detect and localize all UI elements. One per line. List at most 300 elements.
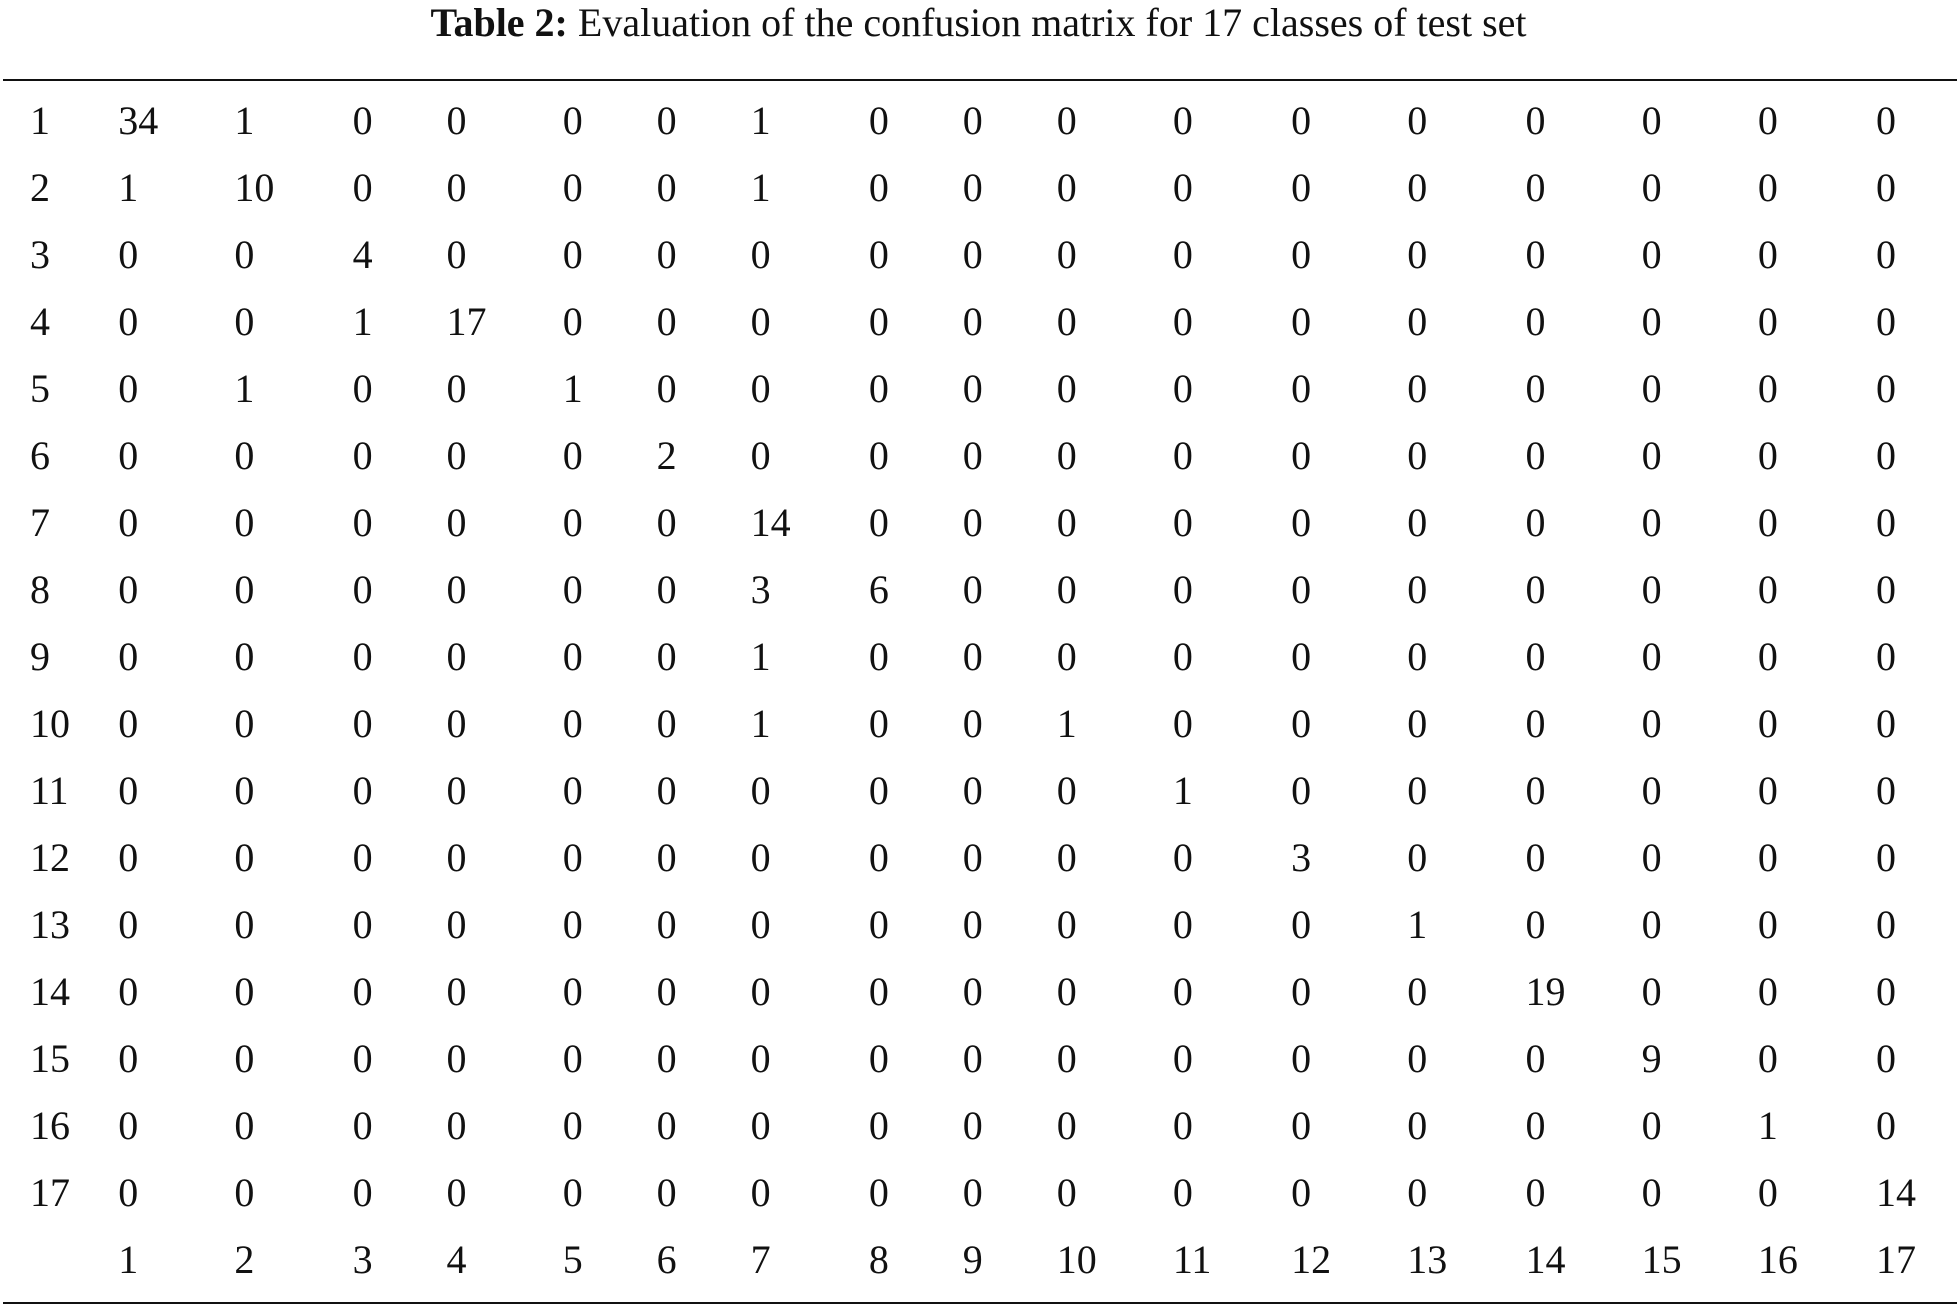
column-label: 6: [656, 1237, 677, 1282]
matrix-cell: 0: [234, 500, 255, 545]
matrix-cell: 0: [1757, 902, 1778, 947]
matrix-cell: 0: [868, 1036, 889, 1081]
matrix-cell: 0: [750, 1036, 771, 1081]
column-label: 13: [1407, 1237, 1448, 1282]
matrix-cell: 0: [1172, 701, 1193, 746]
column-label-row: [0, 1226, 1957, 1293]
matrix-cell: 0: [352, 366, 373, 411]
matrix-cell: 0: [562, 500, 583, 545]
matrix-cell: 0: [1056, 567, 1077, 612]
matrix-cell: 0: [446, 1036, 467, 1081]
matrix-cell: 0: [1291, 98, 1312, 143]
matrix-cell: 0: [962, 567, 983, 612]
matrix-cell: 0: [1757, 969, 1778, 1014]
matrix-cell: 0: [446, 433, 467, 478]
matrix-cell: 0: [352, 567, 373, 612]
matrix-cell: 0: [1407, 1036, 1428, 1081]
matrix-cell: 0: [962, 768, 983, 813]
matrix-cell: 0: [1876, 835, 1897, 880]
matrix-cell: 0: [868, 98, 889, 143]
table-caption-text: Evaluation of the confusion matrix for 17 classes of test set: [577, 0, 1527, 45]
matrix-cell: 0: [1876, 1103, 1897, 1148]
matrix-cell: 0: [1757, 835, 1778, 880]
matrix-cell: 0: [1172, 969, 1193, 1014]
matrix-cell: 0: [1641, 768, 1662, 813]
matrix-cell: 0: [1757, 433, 1778, 478]
matrix-cell: 0: [1757, 232, 1778, 277]
matrix-cell: 0: [1876, 500, 1897, 545]
matrix-cell: 0: [1876, 1036, 1897, 1081]
matrix-cell: 0: [562, 768, 583, 813]
matrix-cell: 0: [1056, 1036, 1077, 1081]
matrix-cell: 1: [1172, 768, 1193, 813]
matrix-cell: 0: [1641, 98, 1662, 143]
matrix-cell: 0: [1407, 969, 1428, 1014]
matrix-cell: 0: [1757, 299, 1778, 344]
matrix-cell: 3: [750, 567, 771, 612]
matrix-cell: 0: [1056, 232, 1077, 277]
matrix-cell: 0: [562, 1103, 583, 1148]
matrix-cell: 0: [656, 1036, 677, 1081]
matrix-cell: 0: [1876, 433, 1897, 478]
matrix-cell: 0: [1641, 1103, 1662, 1148]
matrix-row: [0, 1025, 1957, 1092]
confusion-matrix-table: [0, 87, 1957, 1293]
table-caption-label: Table 2:: [430, 0, 568, 45]
matrix-row: [0, 355, 1957, 422]
column-label: 12: [1291, 1237, 1332, 1282]
matrix-cell: 0: [118, 500, 139, 545]
matrix-cell: 0: [1525, 902, 1546, 947]
matrix-cell: 0: [1291, 969, 1312, 1014]
matrix-cell: 0: [750, 232, 771, 277]
matrix-cell: 0: [1407, 634, 1428, 679]
matrix-cell: 0: [1056, 1170, 1077, 1215]
matrix-cell: 0: [1291, 902, 1312, 947]
matrix-cell: 0: [1641, 969, 1662, 1014]
matrix-cell: 0: [118, 366, 139, 411]
matrix-cell: 0: [1876, 98, 1897, 143]
matrix-cell: 0: [656, 902, 677, 947]
column-label: 11: [1172, 1237, 1212, 1282]
matrix-cell: 0: [962, 299, 983, 344]
matrix-cell: 0: [1641, 500, 1662, 545]
matrix-cell: 0: [562, 98, 583, 143]
matrix-cell: 0: [868, 768, 889, 813]
matrix-cell: 0: [1056, 165, 1077, 210]
matrix-cell: 0: [446, 969, 467, 1014]
matrix-cell: 0: [446, 902, 467, 947]
row-label: 15: [30, 1036, 70, 1081]
matrix-row: [0, 958, 1957, 1025]
matrix-cell: 0: [1172, 433, 1193, 478]
column-label: 9: [962, 1237, 983, 1282]
matrix-cell: 0: [562, 701, 583, 746]
column-label: 5: [562, 1237, 583, 1282]
matrix-cell: 0: [1757, 1036, 1778, 1081]
matrix-cell: 1: [1407, 902, 1428, 947]
matrix-cell: 0: [1172, 835, 1193, 880]
matrix-cell: 0: [962, 232, 983, 277]
matrix-cell: 0: [1291, 366, 1312, 411]
matrix-row: [0, 154, 1957, 221]
matrix-cell: 0: [234, 232, 255, 277]
matrix-cell: 0: [962, 1103, 983, 1148]
matrix-cell: 0: [1407, 98, 1428, 143]
matrix-cell: 0: [656, 500, 677, 545]
row-label: 5: [30, 366, 50, 411]
row-label: 10: [30, 701, 70, 746]
matrix-cell: 0: [1876, 165, 1897, 210]
matrix-cell: 0: [234, 1170, 255, 1215]
matrix-cell: 0: [234, 701, 255, 746]
matrix-cell: 0: [1056, 768, 1077, 813]
matrix-cell: 0: [1172, 1170, 1193, 1215]
matrix-cell: 0: [1291, 433, 1312, 478]
matrix-cell: 0: [1641, 299, 1662, 344]
matrix-cell: 0: [1641, 567, 1662, 612]
matrix-cell: 0: [562, 1036, 583, 1081]
matrix-row: [0, 221, 1957, 288]
column-label: 8: [868, 1237, 889, 1282]
matrix-cell: 3: [1291, 835, 1312, 880]
matrix-cell: 0: [1291, 165, 1312, 210]
matrix-cell: 1: [750, 701, 771, 746]
matrix-cell: 0: [868, 366, 889, 411]
matrix-cell: 1: [118, 165, 139, 210]
matrix-cell: 0: [1291, 634, 1312, 679]
matrix-cell: 0: [1525, 701, 1546, 746]
matrix-cell: 0: [868, 299, 889, 344]
matrix-cell: 0: [1525, 634, 1546, 679]
matrix-cell: 0: [868, 1103, 889, 1148]
matrix-cell: 0: [868, 902, 889, 947]
matrix-cell: 0: [446, 1103, 467, 1148]
matrix-cell: 0: [750, 969, 771, 1014]
matrix-cell: 0: [1525, 1170, 1546, 1215]
matrix-row: [0, 489, 1957, 556]
matrix-cell: 0: [1172, 567, 1193, 612]
column-label: 16: [1757, 1237, 1798, 1282]
matrix-cell: 0: [1407, 835, 1428, 880]
matrix-cell: 0: [1641, 232, 1662, 277]
matrix-cell: 6: [868, 567, 889, 612]
matrix-cell: 0: [962, 1170, 983, 1215]
matrix-cell: 0: [234, 902, 255, 947]
matrix-cell: 0: [1641, 634, 1662, 679]
matrix-cell: 0: [1757, 567, 1778, 612]
matrix-cell: 0: [656, 165, 677, 210]
matrix-cell: 14: [1876, 1170, 1917, 1215]
matrix-cell: 0: [1407, 1103, 1428, 1148]
matrix-cell: 0: [962, 902, 983, 947]
matrix-cell: 0: [962, 969, 983, 1014]
matrix-cell: 0: [750, 768, 771, 813]
matrix-cell: 0: [1056, 299, 1077, 344]
matrix-cell: 0: [962, 1036, 983, 1081]
matrix-cell: 0: [962, 500, 983, 545]
matrix-cell: 0: [562, 433, 583, 478]
matrix-cell: 0: [1876, 567, 1897, 612]
matrix-cell: 0: [1525, 433, 1546, 478]
row-label: 1: [30, 98, 50, 143]
matrix-cell: 0: [750, 1103, 771, 1148]
matrix-row: [0, 1159, 1957, 1226]
matrix-cell: 4: [352, 232, 373, 277]
matrix-cell: 0: [1172, 366, 1193, 411]
matrix-cell: 0: [118, 768, 139, 813]
matrix-row: [0, 87, 1957, 154]
matrix-cell: 0: [562, 567, 583, 612]
matrix-cell: 0: [1407, 299, 1428, 344]
matrix-cell: 0: [1757, 1170, 1778, 1215]
matrix-cell: 0: [1172, 1036, 1193, 1081]
matrix-cell: 0: [1641, 1170, 1662, 1215]
matrix-cell: 0: [656, 634, 677, 679]
matrix-cell: 0: [234, 634, 255, 679]
matrix-cell: 0: [656, 366, 677, 411]
matrix-cell: 0: [656, 1170, 677, 1215]
matrix-cell: 0: [868, 232, 889, 277]
matrix-cell: 0: [1056, 634, 1077, 679]
row-label: 11: [30, 768, 69, 813]
matrix-cell: 0: [446, 232, 467, 277]
matrix-cell: 0: [118, 567, 139, 612]
matrix-cell: 0: [446, 165, 467, 210]
matrix-cell: 0: [750, 366, 771, 411]
corner-cell: [0, 1226, 118, 1293]
matrix-cell: 0: [562, 299, 583, 344]
column-label: 15: [1641, 1237, 1682, 1282]
row-label: 16: [30, 1103, 70, 1148]
matrix-cell: 0: [1641, 433, 1662, 478]
matrix-cell: 1: [750, 165, 771, 210]
column-label: 2: [234, 1237, 255, 1282]
matrix-cell: 0: [446, 500, 467, 545]
matrix-cell: 0: [1757, 634, 1778, 679]
row-label: 2: [30, 165, 50, 210]
matrix-cell: 1: [1056, 701, 1077, 746]
matrix-cell: 0: [1641, 835, 1662, 880]
matrix-cell: 0: [234, 768, 255, 813]
matrix-cell: 0: [446, 567, 467, 612]
matrix-cell: 0: [1757, 500, 1778, 545]
matrix-cell: 0: [234, 1103, 255, 1148]
matrix-cell: 0: [118, 701, 139, 746]
matrix-cell: 0: [750, 1170, 771, 1215]
matrix-cell: 0: [1172, 634, 1193, 679]
matrix-cell: 0: [234, 299, 255, 344]
matrix-cell: 0: [118, 1036, 139, 1081]
column-label: 10: [1056, 1237, 1097, 1282]
matrix-cell: 0: [562, 1170, 583, 1215]
matrix-cell: 34: [118, 98, 159, 143]
matrix-cell: 0: [352, 433, 373, 478]
matrix-cell: 0: [962, 433, 983, 478]
matrix-cell: 0: [1525, 1036, 1546, 1081]
matrix-cell: 0: [1876, 299, 1897, 344]
matrix-cell: 0: [868, 835, 889, 880]
matrix-cell: 0: [656, 567, 677, 612]
matrix-cell: 0: [868, 500, 889, 545]
column-label: 1: [118, 1237, 139, 1282]
matrix-cell: 0: [1291, 701, 1312, 746]
matrix-cell: 0: [1876, 969, 1897, 1014]
row-label: 17: [30, 1170, 70, 1215]
matrix-cell: 0: [1525, 98, 1546, 143]
matrix-cell: 0: [234, 567, 255, 612]
matrix-cell: 0: [352, 1170, 373, 1215]
matrix-cell: 0: [1291, 1103, 1312, 1148]
matrix-cell: 0: [1291, 1036, 1312, 1081]
matrix-cell: 0: [446, 98, 467, 143]
matrix-cell: 0: [352, 701, 373, 746]
matrix-cell: 0: [118, 902, 139, 947]
row-label: 13: [30, 902, 70, 947]
matrix-cell: 0: [1641, 902, 1662, 947]
matrix-cell: 0: [1407, 701, 1428, 746]
matrix-row: [0, 757, 1957, 824]
matrix-cell: 1: [750, 634, 771, 679]
matrix-cell: 0: [352, 165, 373, 210]
matrix-cell: 0: [1056, 902, 1077, 947]
matrix-cell: 0: [118, 835, 139, 880]
matrix-cell: 0: [962, 98, 983, 143]
matrix-cell: 19: [1525, 969, 1566, 1014]
matrix-cell: 0: [1641, 701, 1662, 746]
matrix-cell: 0: [1407, 165, 1428, 210]
row-label: 12: [30, 835, 70, 880]
matrix-row: [0, 288, 1957, 355]
matrix-cell: 0: [118, 1103, 139, 1148]
matrix-cell: 0: [962, 835, 983, 880]
matrix-cell: 0: [1407, 500, 1428, 545]
matrix-cell: 0: [1876, 701, 1897, 746]
matrix-cell: 0: [1876, 902, 1897, 947]
row-label: 7: [30, 500, 50, 545]
matrix-cell: 0: [656, 98, 677, 143]
matrix-cell: 0: [446, 835, 467, 880]
table-caption: [0, 0, 1957, 46]
matrix-cell: 1: [750, 98, 771, 143]
matrix-cell: 0: [1757, 701, 1778, 746]
matrix-cell: 0: [562, 165, 583, 210]
matrix-cell: 0: [1641, 165, 1662, 210]
matrix-cell: 0: [1291, 500, 1312, 545]
matrix-cell: 0: [234, 969, 255, 1014]
matrix-cell: 0: [562, 232, 583, 277]
matrix-cell: 0: [1876, 768, 1897, 813]
matrix-cell: 0: [1525, 366, 1546, 411]
matrix-row: [0, 690, 1957, 757]
matrix-cell: 2: [656, 433, 677, 478]
matrix-cell: 0: [656, 701, 677, 746]
matrix-cell: 0: [1056, 835, 1077, 880]
row-label: 14: [30, 969, 70, 1014]
matrix-cell: 0: [1525, 299, 1546, 344]
matrix-cell: 0: [1172, 232, 1193, 277]
matrix-cell: 1: [352, 299, 373, 344]
row-label: 8: [30, 567, 50, 612]
matrix-cell: 0: [352, 98, 373, 143]
column-label: 7: [750, 1237, 771, 1282]
matrix-cell: 0: [1757, 366, 1778, 411]
matrix-cell: 0: [352, 902, 373, 947]
matrix-cell: 0: [1525, 500, 1546, 545]
matrix-cell: 0: [1525, 835, 1546, 880]
matrix-cell: 0: [1056, 366, 1077, 411]
matrix-cell: 0: [1291, 232, 1312, 277]
matrix-cell: 0: [352, 1103, 373, 1148]
matrix-cell: 0: [1291, 768, 1312, 813]
matrix-cell: 1: [1757, 1103, 1778, 1148]
matrix-cell: 0: [1172, 165, 1193, 210]
matrix-cell: 0: [656, 969, 677, 1014]
matrix-cell: 0: [562, 634, 583, 679]
row-label: 9: [30, 634, 50, 679]
matrix-cell: 0: [868, 969, 889, 1014]
matrix-cell: 0: [1525, 165, 1546, 210]
matrix-cell: 0: [1407, 232, 1428, 277]
matrix-cell: 0: [1056, 500, 1077, 545]
row-label: 3: [30, 232, 50, 277]
matrix-cell: 0: [962, 634, 983, 679]
matrix-cell: 0: [118, 1170, 139, 1215]
matrix-cell: 0: [1291, 567, 1312, 612]
matrix-cell: 0: [1407, 366, 1428, 411]
matrix-cell: 0: [1172, 98, 1193, 143]
matrix-cell: 0: [656, 768, 677, 813]
matrix-cell: 0: [562, 969, 583, 1014]
matrix-cell: 0: [962, 701, 983, 746]
matrix-cell: 0: [1291, 299, 1312, 344]
matrix-cell: 0: [1757, 165, 1778, 210]
matrix-cell: 14: [750, 500, 791, 545]
matrix-cell: 0: [1407, 768, 1428, 813]
matrix-cell: 0: [656, 1103, 677, 1148]
matrix-cell: 0: [868, 433, 889, 478]
matrix-cell: 0: [868, 634, 889, 679]
matrix-row: [0, 422, 1957, 489]
matrix-cell: 0: [1876, 232, 1897, 277]
matrix-cell: 0: [446, 701, 467, 746]
matrix-cell: 0: [656, 232, 677, 277]
matrix-cell: 0: [352, 835, 373, 880]
matrix-cell: 0: [446, 768, 467, 813]
matrix-cell: 0: [352, 500, 373, 545]
matrix-cell: 0: [1172, 902, 1193, 947]
table-top-rule: [3, 79, 1957, 81]
matrix-cell: 0: [352, 1036, 373, 1081]
matrix-cell: 0: [1056, 969, 1077, 1014]
matrix-cell: 0: [352, 768, 373, 813]
matrix-row: [0, 556, 1957, 623]
matrix-cell: 0: [962, 366, 983, 411]
matrix-cell: 0: [962, 165, 983, 210]
matrix-cell: 0: [446, 1170, 467, 1215]
matrix-cell: 1: [234, 366, 255, 411]
matrix-cell: 0: [1056, 1103, 1077, 1148]
matrix-cell: 0: [352, 634, 373, 679]
matrix-cell: 0: [1641, 366, 1662, 411]
table-bottom-rule: [3, 1302, 1957, 1304]
matrix-cell: 0: [446, 366, 467, 411]
matrix-cell: 0: [750, 835, 771, 880]
matrix-cell: 0: [234, 835, 255, 880]
matrix-cell: 0: [1876, 366, 1897, 411]
matrix-cell: 0: [118, 969, 139, 1014]
matrix-cell: 0: [562, 902, 583, 947]
